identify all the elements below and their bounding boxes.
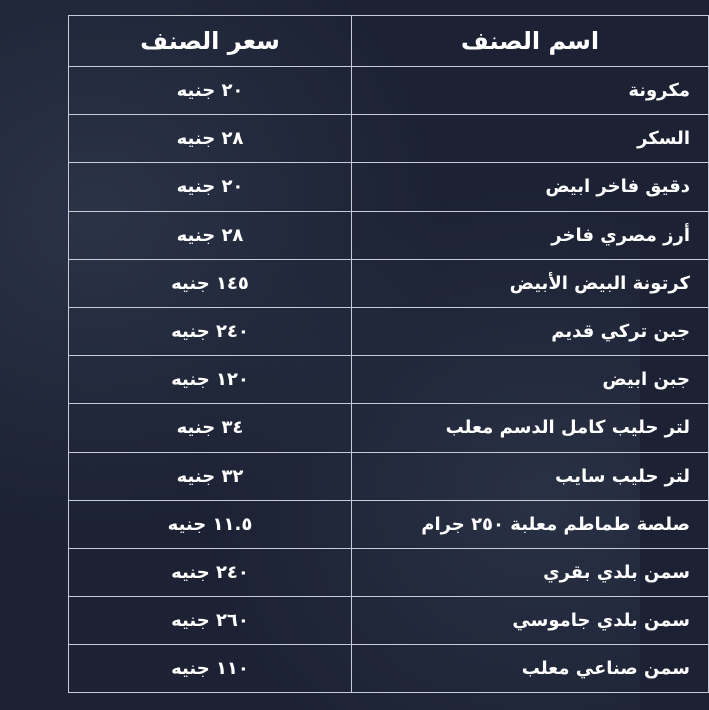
price-table — [68, 15, 709, 693]
table-header-row — [69, 16, 709, 67]
item-name: جبن تركي قديم — [352, 307, 709, 355]
item-price: ١١.٥ جنيه — [69, 500, 352, 548]
item-price: ٢٦٠ جنيه — [69, 597, 352, 645]
item-price: ١٤٥ جنيه — [69, 259, 352, 307]
table-row — [69, 211, 709, 259]
table-row — [69, 115, 709, 163]
item-name: مكرونة — [352, 67, 709, 115]
item-name: جبن ابيض — [352, 356, 709, 404]
table-row — [69, 645, 709, 693]
item-price: ٢٤٠ جنيه — [69, 307, 352, 355]
table-row — [69, 452, 709, 500]
header-item-price: سعر الصنف — [69, 16, 352, 67]
header-item-name: اسم الصنف — [352, 16, 709, 67]
item-name: صلصة طماطم معلبة ٢٥٠ جرام — [352, 500, 709, 548]
table-row — [69, 356, 709, 404]
item-price: ٢٠ جنيه — [69, 163, 352, 211]
item-price: ٣٤ جنيه — [69, 404, 352, 452]
item-price: ٣٢ جنيه — [69, 452, 352, 500]
table-row — [69, 500, 709, 548]
item-name: لتر حليب سايب — [352, 452, 709, 500]
table-row — [69, 548, 709, 596]
item-name: سمن صناعي معلب — [352, 645, 709, 693]
item-name: سمن بلدي بقري — [352, 548, 709, 596]
item-price: ٢٠ جنيه — [69, 67, 352, 115]
item-name: دقيق فاخر ابيض — [352, 163, 709, 211]
item-price: ٢٨ جنيه — [69, 211, 352, 259]
table-row — [69, 163, 709, 211]
item-price: ١١٠ جنيه — [69, 645, 352, 693]
item-name: لتر حليب كامل الدسم معلب — [352, 404, 709, 452]
item-name: كرتونة البيض الأبيض — [352, 259, 709, 307]
table-row — [69, 597, 709, 645]
item-price: ٢٤٠ جنيه — [69, 548, 352, 596]
table-row — [69, 404, 709, 452]
item-name: أرز مصري فاخر — [352, 211, 709, 259]
table-row — [69, 307, 709, 355]
table-row — [69, 67, 709, 115]
table-row — [69, 259, 709, 307]
item-price: ١٢٠ جنيه — [69, 356, 352, 404]
item-name: سمن بلدي جاموسي — [352, 597, 709, 645]
item-price: ٢٨ جنيه — [69, 115, 352, 163]
item-name: السكر — [352, 115, 709, 163]
